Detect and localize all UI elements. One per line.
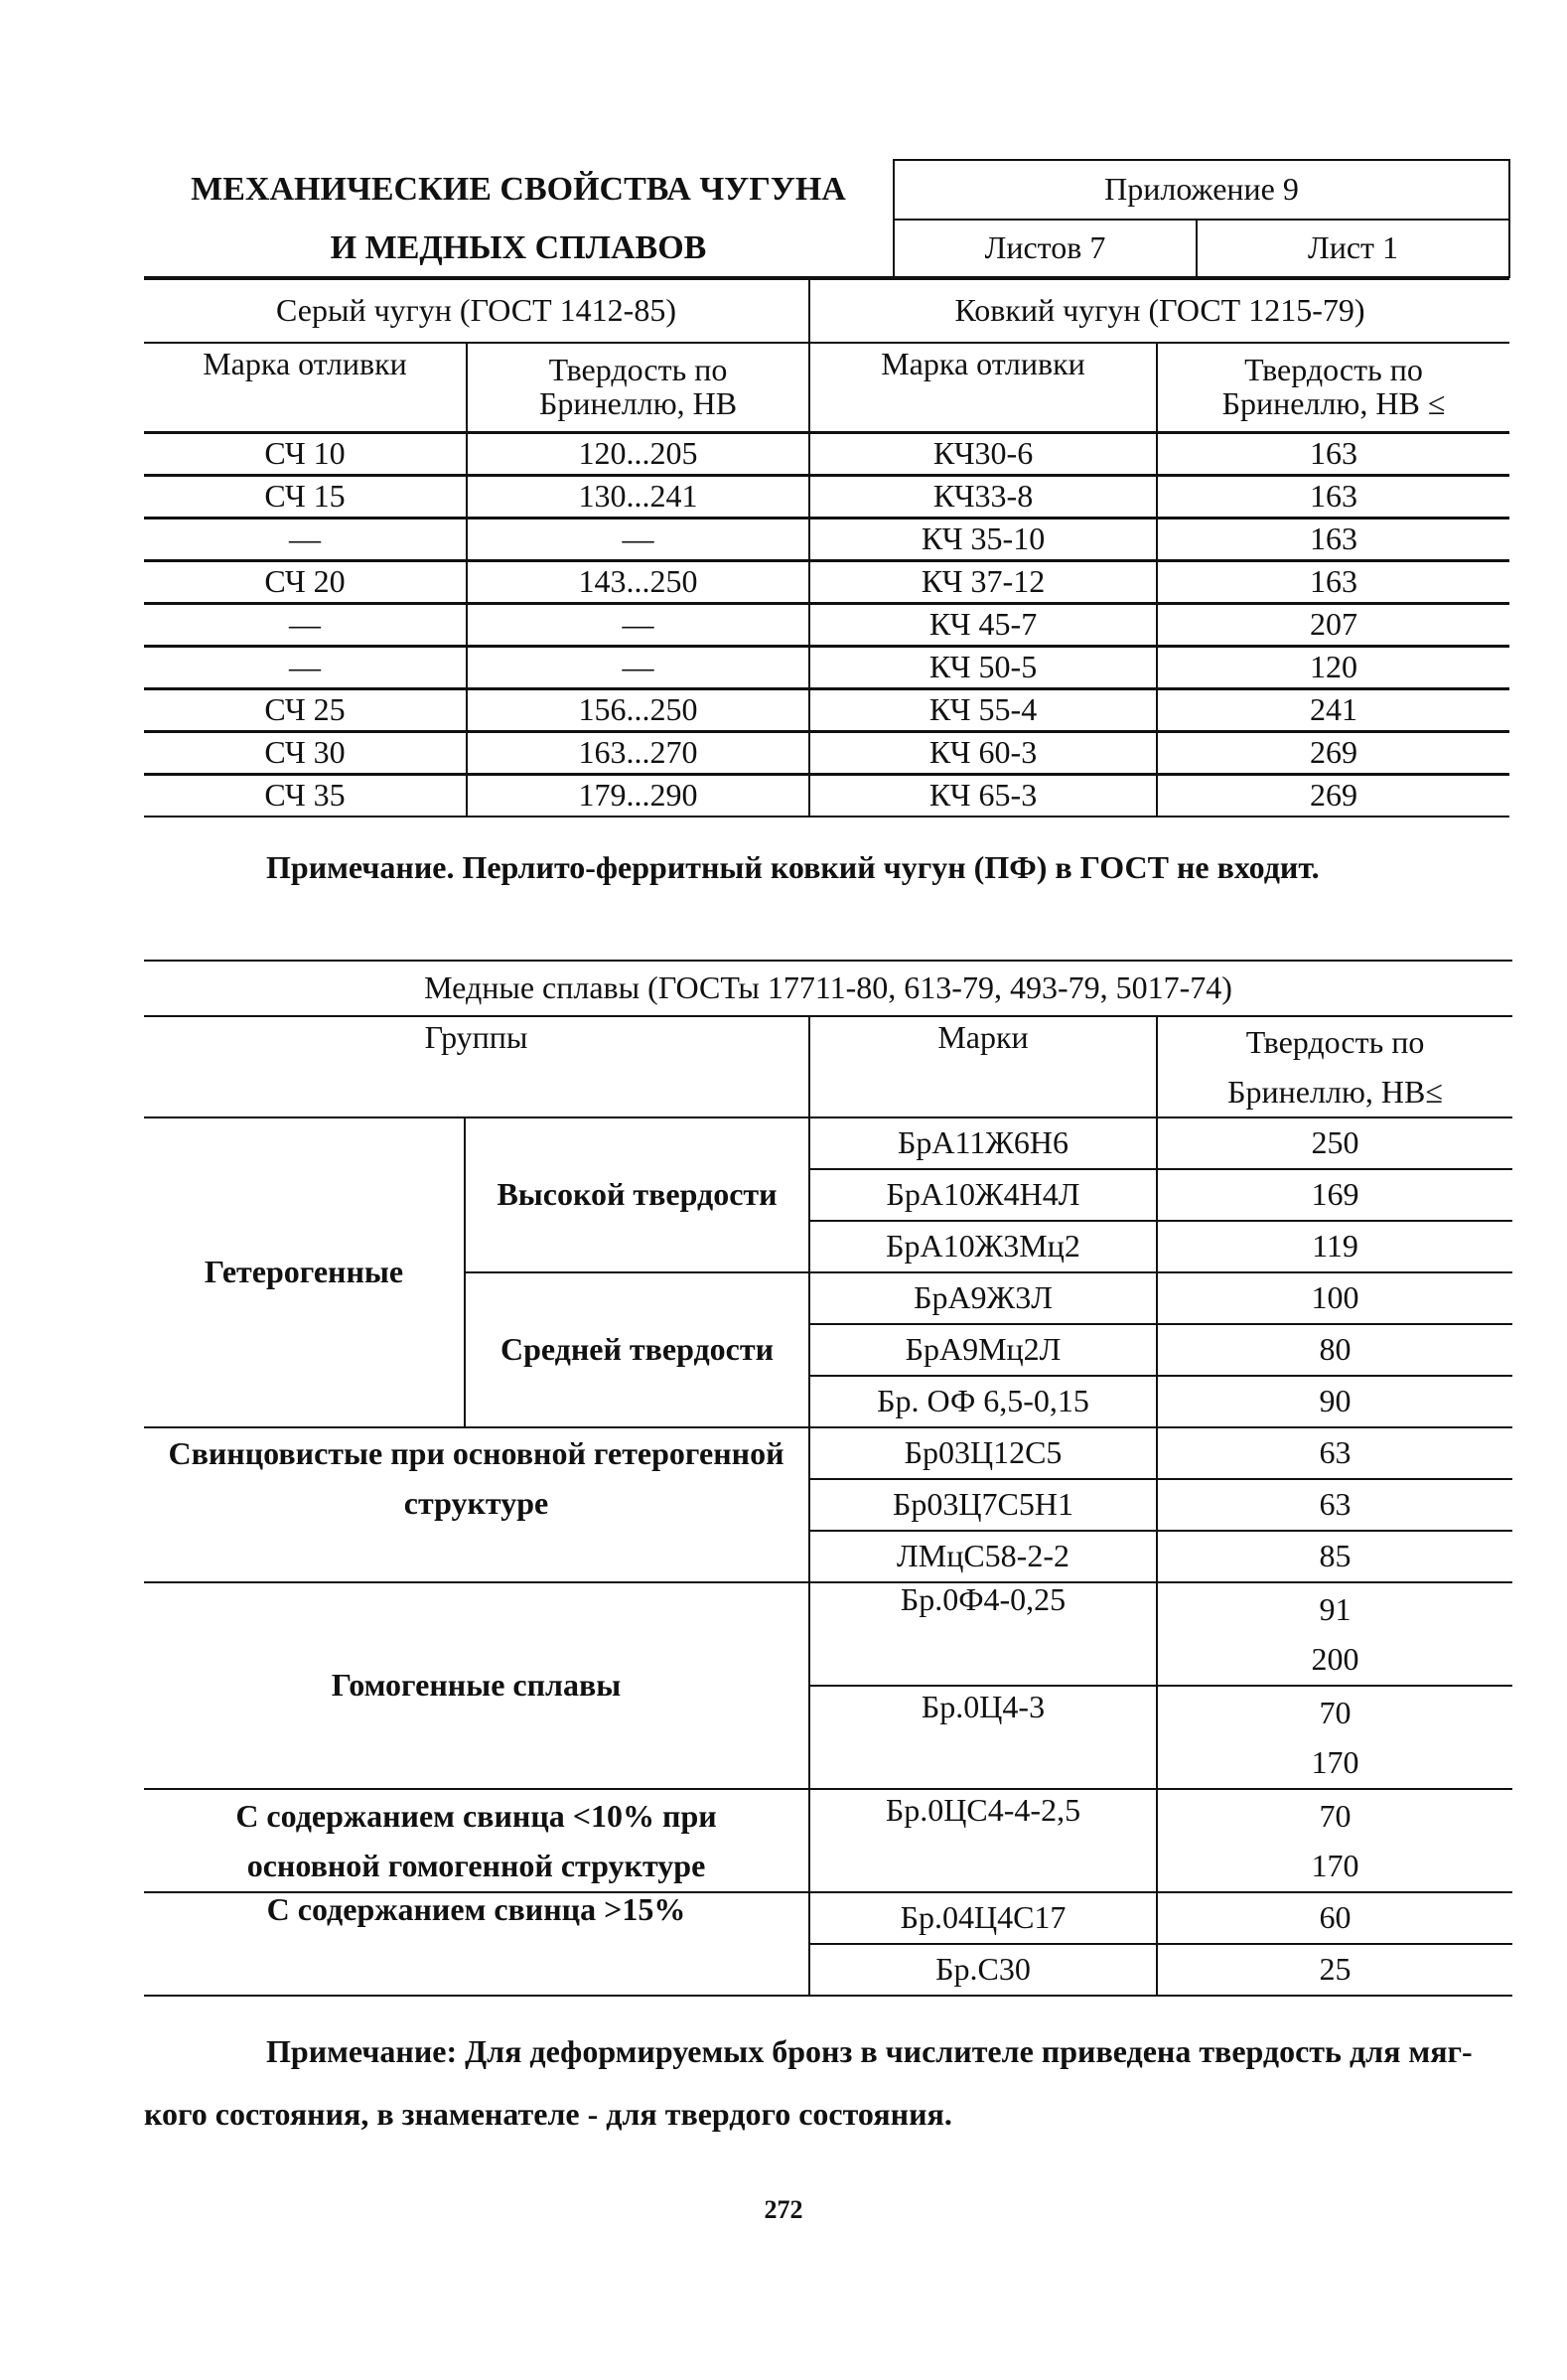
group-lead-gt15: С содержанием свинца >15% xyxy=(144,1892,809,1996)
table-row xyxy=(144,732,1509,775)
col-header-hardness-line1: Твердость по xyxy=(1245,1024,1425,1060)
grade: БрА9Мц2Л xyxy=(809,1324,1157,1376)
hardness: 119 xyxy=(1157,1221,1512,1272)
table-row xyxy=(144,775,1509,818)
malleable-hardness: 269 xyxy=(1157,732,1509,775)
grade: БрА9Ж3Л xyxy=(809,1272,1157,1324)
subgroup-high-hardness: Высокой твердости xyxy=(465,1117,809,1272)
malleable-hardness: 163 xyxy=(1157,476,1509,519)
grade: ЛМцС58-2-2 xyxy=(809,1531,1157,1582)
group-homogeneous: Гомогенные сплавы xyxy=(144,1582,809,1789)
grade: Бр.04Ц4С17 xyxy=(809,1892,1157,1944)
malleable-hardness: 163 xyxy=(1157,519,1509,561)
grade: Бр03Ц7С5Н1 xyxy=(809,1479,1157,1531)
gray-grade: СЧ 15 xyxy=(144,476,467,519)
group-lead-lt10-line2: основной гомогенной структуре xyxy=(246,1848,706,1883)
hardness xyxy=(1157,1582,1512,1686)
hardness: 169 xyxy=(1157,1169,1512,1221)
table-row xyxy=(144,604,1509,647)
hardness: 63 xyxy=(1157,1479,1512,1531)
group-lead-lt10 xyxy=(144,1789,809,1892)
hardness-soft: 70 xyxy=(1319,1798,1352,1834)
malleable-grade: КЧ30-6 xyxy=(809,433,1157,476)
gray-hardness: 163...270 xyxy=(467,732,809,775)
appendix-label: Приложение 9 xyxy=(894,160,1509,220)
gray-hardness: 156...250 xyxy=(467,689,809,732)
grade: Бр.0ЦС4-4-2,5 xyxy=(809,1789,1157,1892)
grade: БрА10Ж3Мц2 xyxy=(809,1221,1157,1272)
hardness: 90 xyxy=(1157,1376,1512,1427)
hardness: 60 xyxy=(1157,1892,1512,1944)
table-row xyxy=(144,433,1509,476)
gray-hardness: 179...290 xyxy=(467,775,809,818)
page-number: 272 xyxy=(764,2195,803,2224)
col-header-hardness: Твердость по Бринеллю, НВ xyxy=(467,343,809,433)
hardness: 85 xyxy=(1157,1531,1512,1582)
gray-hardness: 130...241 xyxy=(467,476,809,519)
gray-hardness: — xyxy=(467,604,809,647)
malleable-hardness: 163 xyxy=(1157,561,1509,604)
grade: Бр03Ц12С5 xyxy=(809,1427,1157,1479)
malleable-grade: КЧ 35-10 xyxy=(809,519,1157,561)
hardness-soft: 91 xyxy=(1319,1591,1352,1627)
hardness-soft: 70 xyxy=(1319,1695,1352,1730)
gray-hardness: — xyxy=(467,647,809,689)
col-header-grade-2: Марка отливки xyxy=(809,343,1157,433)
malleable-hardness: 120 xyxy=(1157,647,1509,689)
grade: Бр.0Ф4-0,25 xyxy=(809,1582,1157,1686)
gray-grade: — xyxy=(144,647,467,689)
document-title-line1: МЕХАНИЧЕСКИЕ СВОЙСТВА ЧУГУНА xyxy=(191,171,846,208)
grade: Бр.С30 xyxy=(809,1944,1157,1996)
col-header-grade: Марка отливки xyxy=(144,343,467,433)
malleable-hardness: 163 xyxy=(1157,433,1509,476)
group-heterogeneous: Гетерогенные xyxy=(144,1117,465,1427)
malleable-hardness: 269 xyxy=(1157,775,1509,818)
header-block xyxy=(144,159,1510,278)
hardness-hard: 200 xyxy=(1311,1641,1359,1677)
gray-grade: СЧ 25 xyxy=(144,689,467,732)
hardness: 25 xyxy=(1157,1944,1512,1996)
subgroup-medium-hardness: Средней твердости xyxy=(465,1272,809,1427)
grade: БрА11Ж6Н6 xyxy=(809,1117,1157,1169)
gray-grade: СЧ 35 xyxy=(144,775,467,818)
table-row xyxy=(144,519,1509,561)
malleable-grade: КЧ 60-3 xyxy=(809,732,1157,775)
hardness-hard: 170 xyxy=(1311,1744,1359,1780)
sheets-total: Листов 7 xyxy=(894,220,1197,277)
hardness: 250 xyxy=(1157,1117,1512,1169)
cast-iron-note: Примечание. Перлито-ферритный ковкий чугун (ПФ) в ГОСТ не входит. xyxy=(266,849,1320,885)
hardness: 80 xyxy=(1157,1324,1512,1376)
table-row xyxy=(144,689,1509,732)
grade: БрА10Ж4Н4Л xyxy=(809,1169,1157,1221)
hardness xyxy=(1157,1789,1512,1892)
cast-iron-table xyxy=(144,278,1509,818)
malleable-grade: КЧ 55-4 xyxy=(809,689,1157,732)
table-row xyxy=(144,561,1509,604)
malleable-grade: КЧ33-8 xyxy=(809,476,1157,519)
document-title-line2: И МЕДНЫХ СПЛАВОВ xyxy=(144,220,894,277)
gray-iron-title: Серый чугун (ГОСТ 1412-85) xyxy=(144,279,809,343)
col-header-hardness-2: Твердость по Бринеллю, НВ ≤ xyxy=(1157,343,1509,433)
group-lead-heterogeneous-line2: структуре xyxy=(403,1485,549,1521)
group-lead-heterogeneous xyxy=(144,1427,809,1582)
hardness: 63 xyxy=(1157,1427,1512,1479)
group-lead-lt10-line1: С содержанием свинца <10% при xyxy=(235,1798,717,1834)
hardness-hard: 170 xyxy=(1311,1848,1359,1883)
malleable-hardness: 207 xyxy=(1157,604,1509,647)
copper-caption: Медные сплавы (ГОСТы 17711-80, 613-79, 493-79, 5017-74) xyxy=(144,961,1512,1016)
table-row xyxy=(144,476,1509,519)
malleable-iron-title: Ковкий чугун (ГОСТ 1215-79) xyxy=(809,279,1509,343)
table-row xyxy=(144,647,1509,689)
gray-grade: — xyxy=(144,604,467,647)
copper-note-line2: кого состояния, в знаменателе - для твердого состояния. xyxy=(144,2096,952,2132)
group-lead-heterogeneous-line1: Свинцовистые при основной гетерогенной xyxy=(168,1435,784,1471)
malleable-grade: КЧ 45-7 xyxy=(809,604,1157,647)
grade: Бр.0Ц4-3 xyxy=(809,1686,1157,1789)
gray-hardness: — xyxy=(467,519,809,561)
hardness: 100 xyxy=(1157,1272,1512,1324)
copper-alloys-table xyxy=(144,960,1512,1997)
gray-hardness: 143...250 xyxy=(467,561,809,604)
malleable-grade: КЧ 50-5 xyxy=(809,647,1157,689)
col-header-hardness xyxy=(1157,1016,1512,1117)
gray-grade: СЧ 30 xyxy=(144,732,467,775)
gray-hardness: 120...205 xyxy=(467,433,809,476)
copper-note-line1: Примечание: Для деформируемых бронз в числителе приведена твердость для мяг- xyxy=(266,2033,1473,2069)
hardness xyxy=(1157,1686,1512,1789)
malleable-grade: КЧ 65-3 xyxy=(809,775,1157,818)
malleable-hardness: 241 xyxy=(1157,689,1509,732)
malleable-grade: КЧ 37-12 xyxy=(809,561,1157,604)
col-header-grades: Марки xyxy=(809,1016,1157,1117)
sheet-number: Лист 1 xyxy=(1197,220,1509,277)
grade: Бр. ОФ 6,5-0,15 xyxy=(809,1376,1157,1427)
gray-grade: СЧ 10 xyxy=(144,433,467,476)
col-header-groups: Группы xyxy=(144,1016,809,1117)
col-header-hardness-line2: Бринеллю, НВ≤ xyxy=(1227,1074,1443,1110)
gray-grade: СЧ 20 xyxy=(144,561,467,604)
gray-grade: — xyxy=(144,519,467,561)
